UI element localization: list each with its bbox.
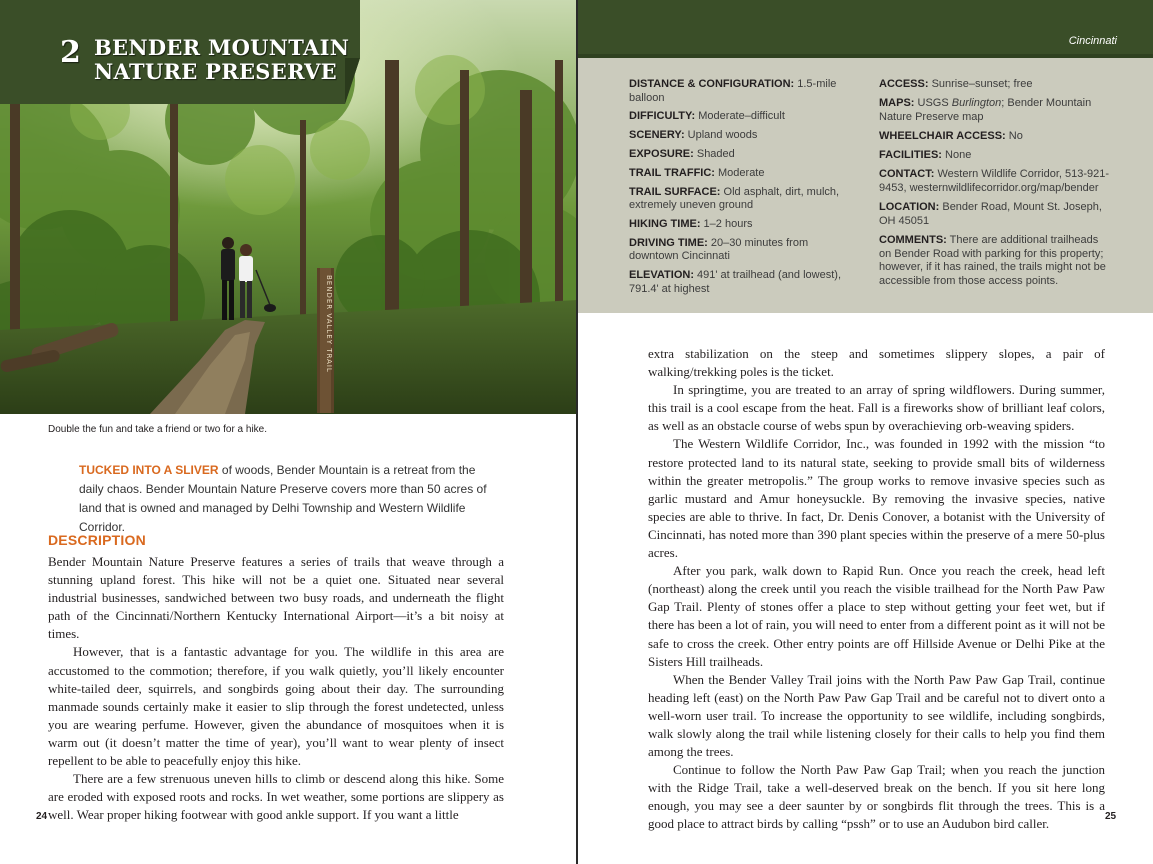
right-paragraph-4: After you park, walk down to Rapid Run. Once you reach the creek, head left (northeast) along the creek until you reach the visible trailhead for the North Paw Paw Gap Trail. Plenty of stones offer a place to step without getting your feet wet, but if there has been a lot of rain, you will need to enter from a different point as it will not be safe to cross the creek. Other entry points are off Hillside Avenue or Delhi Pike at the Sisters Hill trailheads. <box>648 563 1105 669</box>
trail-sign-text: BENDER VALLEY TRAIL <box>325 275 333 373</box>
info-hiking-time: HIKING TIME: 1–2 hours <box>629 217 753 230</box>
info-location: LOCATION: Bender Road, Mount St. Joseph, OH 45051 <box>879 201 1102 227</box>
intro-lead: TUCKED INTO A SLIVER <box>79 463 219 477</box>
running-head-bar <box>578 0 1153 58</box>
hike-title-banner <box>0 0 360 104</box>
hike-title-line2: NATURE PRESERVE <box>94 59 337 84</box>
right-page <box>578 0 1153 864</box>
hike-title <box>62 36 349 84</box>
info-contact: CONTACT: Western Wildlife Corridor, 513-921-9453, westernwildlifecorridor.org/map/bender <box>879 168 1110 194</box>
intro-blurb <box>79 461 499 537</box>
info-trail-traffic: TRAIL TRAFFIC: Moderate <box>629 166 765 179</box>
info-comments: COMMENTS: There are additional trailheads on Bender Road with parking for this property; however, if it has rained, the trails might not be accessible from those access points. <box>879 233 1106 287</box>
right-paragraph-3: The Western Wildlife Corridor, Inc., was founded in 1992 with the mission “to restore protected land to its natural state, seeking to provide small bits of wilderness within the greater metropolis.” The group works to remove invasive species such as garlic mustard and Amur honeysuckle. By removing the invasive species, native species are able to thrive. In fact, Dr. Denis Conover, a botanist with the University of Cincinnati, has noted more than 390 plant species within the preserve of a mere 50-plus acres. <box>648 436 1105 561</box>
info-scenery: SCENERY: Upland woods <box>629 129 758 142</box>
photo-caption: Double the fun and take a friend or two for a hike. <box>48 424 268 435</box>
info-column-left <box>629 78 857 301</box>
right-paragraph-1: extra stabilization on the steep and sometimes slippery slopes, a pair of walking/trekking poles is the ticket. <box>648 346 1105 380</box>
info-maps: MAPS: USGS Burlington; Bender Mountain Nature Preserve map <box>879 97 1092 123</box>
right-paragraph-2: In springtime, you are treated to an array of spring wildflowers. During summer, this trail is a cool escape from the heat. Fall is a fireworks show of brilliant leaf colors, as well as an obstacle course of webs spun by overachieving orb-weaving spiders. <box>648 382 1105 434</box>
hike-title-line1: BENDER MOUNTAIN <box>94 35 350 60</box>
trail-info-box <box>578 58 1153 313</box>
right-page-number: 25 <box>1105 811 1117 822</box>
intro-text: of woods, Bender Mountain is a retreat from the daily chaos. Bender Mountain Nature Preserve covers more than 50 acres of land that is owned and managed by Delhi Township and Western Wildlife Corridor. <box>79 463 487 534</box>
info-trail-surface: TRAIL SURFACE: Old asphalt, dirt, mulch, extremely uneven ground <box>629 185 840 212</box>
info-wheelchair-access: WHEELCHAIR ACCESS: No <box>879 129 1023 142</box>
left-body-text <box>48 553 504 824</box>
info-access: ACCESS: Sunrise–sunset; free <box>879 78 1033 90</box>
info-difficulty: DIFFICULTY: Moderate–difficult <box>629 110 785 123</box>
info-facilities: FACILITIES: None <box>879 149 972 162</box>
description-heading: DESCRIPTION <box>48 532 146 548</box>
right-paragraph-6: Continue to follow the North Paw Paw Gap Trail; when you reach the junction with the Ridge Trail, take a well-deserved break on the bench. If you sit here long enough, you may see a deer saunter by or songbirds flit through the trees. This is a good place to attract birds by calling “pssh” or to use an Audubon bird caller. <box>648 762 1105 832</box>
info-elevation: ELEVATION: 491' at trailhead (and lowest), 791.4' at highest <box>629 269 842 295</box>
left-page-number: 24 <box>36 811 48 822</box>
info-driving-time: DRIVING TIME: 20–30 minutes from downtown Cincinnati <box>629 236 809 263</box>
info-exposure: EXPOSURE: Shaded <box>629 147 735 160</box>
hike-number: 2 <box>60 35 82 70</box>
left-paragraph-2: However, that is a fantastic advantage for you. The wildlife in this area are accustomed to the commotion; therefore, if you walk quietly, you’ll likely encounter white-tailed deer, squirrels, and songbirds going about their day. The surrounding manmade sounds certainly make it easier to slip through the forest undetected, unless you are wearing perfume. However, given the abundance of mosquitoes when it is warm out (it doesn’t matter the time of year), you’ll want to wear plenty of insect repellent to be able to peacefully enjoy this hike. <box>48 644 504 769</box>
right-paragraph-5: When the Bender Valley Trail joins with the North Paw Paw Gap Trail, continue heading left (east) on the North Paw Paw Gap Trail and be careful not to divert onto a well-worn user trail. To increase the opportunity to see wildlife, including songbirds, walk slowly along the trail while listening closely for their calls to help you find them among the trees. <box>648 671 1105 760</box>
right-body-text <box>648 345 1105 834</box>
running-head: Cincinnati <box>1068 35 1117 47</box>
left-paragraph-1: Bender Mountain Nature Preserve features a series of trails that weave through a stunning upland forest. This hike will not be a quiet one. Situated near several industrial businesses, sandwiched between two busy roads, and underneath the flight path of the Cincinnati/Northern Kentucky International Airport—it’s a bit noisy at times. <box>48 554 504 642</box>
info-column-right <box>879 78 1111 294</box>
left-paragraph-3: There are a few strenuous uneven hills to climb or descend along this hike. Some are eroded with exposed roots and rocks. In wet weather, some portions are slippery as well. Wear proper hiking footwear with good ankle support. If you want a little <box>48 771 504 823</box>
info-distance: DISTANCE & CONFIGURATION: 1.5-mile balloon <box>629 78 837 104</box>
